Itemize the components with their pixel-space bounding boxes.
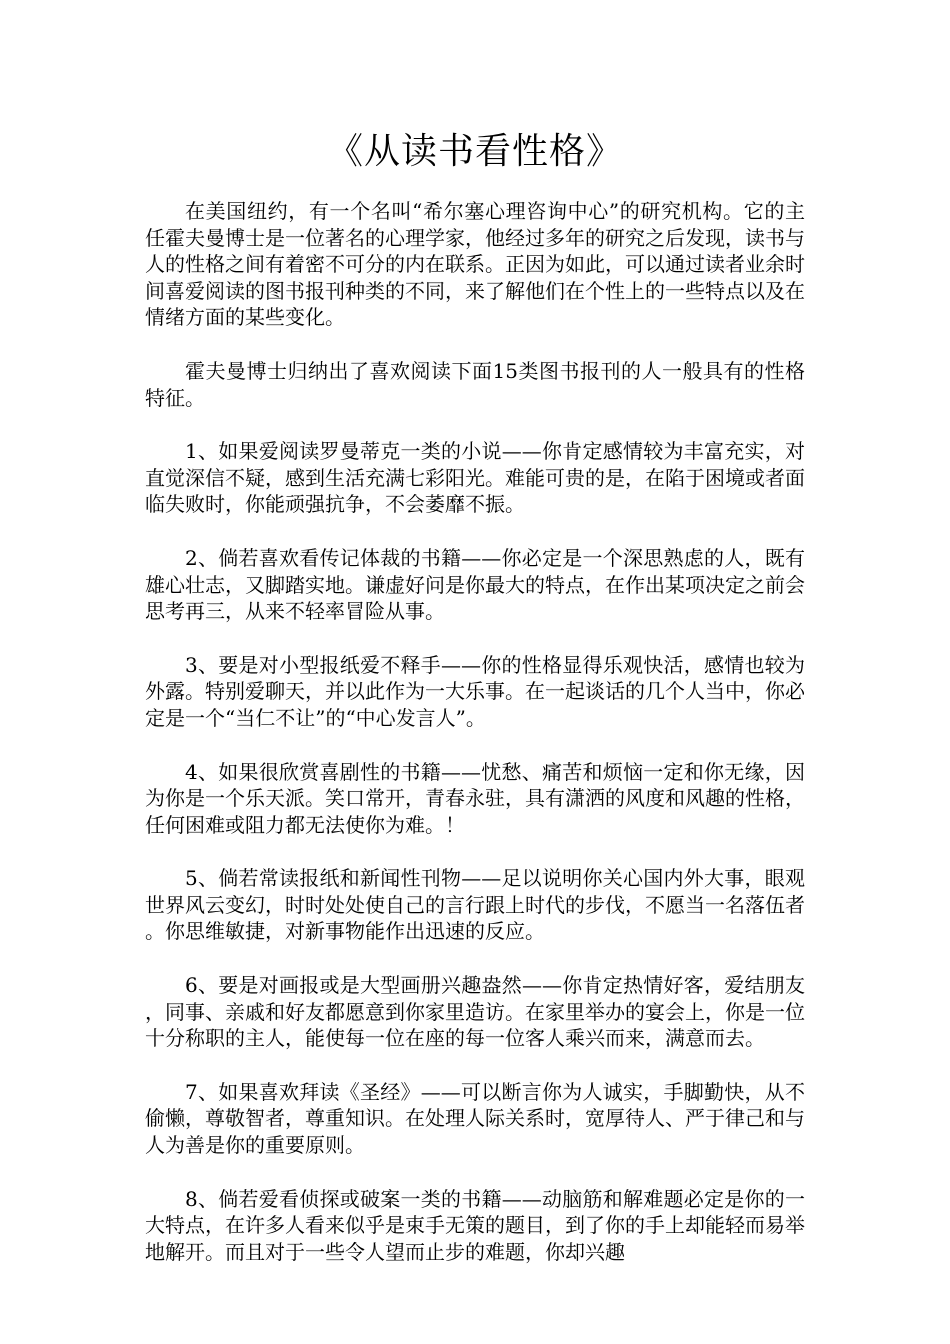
paragraph-item-4: 4、如果很欣赏喜剧性的书籍——忧愁、痛苦和烦恼一定和你无缘，因为你是一个乐天派。笑口常开，青春永驻，具有潇洒的风度和风趣的性格，任何困难或阻力都无法使你为难。！ (145, 759, 805, 837)
paragraph-item-3: 3、要是对小型报纸爱不释手——你的性格显得乐观快活，感情也较为外露。特别爱聊天，并以此作为一大乐事。在一起谈话的几个人当中，你必定是一个“当仁不让”的“中心发言人”。 (145, 652, 805, 730)
paragraph-item-7: 7、如果喜欢拜读《圣经》——可以断言你为人诚实，手脚勤快，从不偷懒，尊敬智者，尊重知识。在处理人际关系时，宽厚待人、严于律己和与人为善是你的重要原则。 (145, 1079, 805, 1158)
paragraph-intro: 在美国纽约，有一个名叫“希尔塞心理咨询中心”的研究机构。它的主任霍夫曼博士是一位著名的心理学家，他经过多年的研究之后发现，读书与人的性格之间有着密不可分的内在联系。正因为如此，可以通过读者业余时间喜爱阅读的图书报刊种类的不同，来了解他们在个性上的一些特点以及在情绪方面的某些变化。 (145, 199, 805, 330)
paragraph-item-1: 1、如果爱阅读罗曼蒂克一类的小说——你肯定感情较为丰富充实，对直觉深信不疑，感到生活充满七彩阳光。难能可贵的是，在陷于困境或者面临失败时，你能顽强抗争，不会萎靡不振。 (145, 439, 805, 517)
paragraph-item-6: 6、要是对画报或是大型画册兴趣盎然——你肯定热情好客，爱结朋友，同事、亲戚和好友都愿意到你家里造访。在家里举办的宴会上，你是一位十分称职的主人，能使每一位在座的每一位客人乘兴而来，满意而去。 (145, 973, 805, 1051)
paragraph-summary: 霍夫曼博士归纳出了喜欢阅读下面15类图书报刊的人一般具有的性格特征。 (145, 358, 805, 410)
paragraph-item-8: 8、倘若爱看侦探或破案一类的书籍——动脑筋和解难题必定是你的一大特点，在许多人看来似乎是束手无策的题目，到了你的手上却能轻而易举地解开。而且对于一些令人望而止步的难题，你却兴趣 (145, 1186, 805, 1264)
document-title: 《从读书看性格》 (326, 131, 623, 172)
paragraph-item-2: 2、倘若喜欢看传记体裁的书籍——你必定是一个深思熟虑的人，既有雄心壮志，又脚踏实地。谦虚好问是你最大的特点，在作出某项决定之前会思考再三，从来不轻率冒险从事。 (145, 545, 805, 624)
document-body (145, 198, 805, 1292)
paragraph-item-5: 5、倘若常读报纸和新闻性刊物——足以说明你关心国内外大事，眼观世界风云变幻，时时处处使自己的言行跟上时代的步伐，不愿当一名落伍者。你思维敏捷，对新事物能作出迅速的反应。 (145, 866, 805, 944)
